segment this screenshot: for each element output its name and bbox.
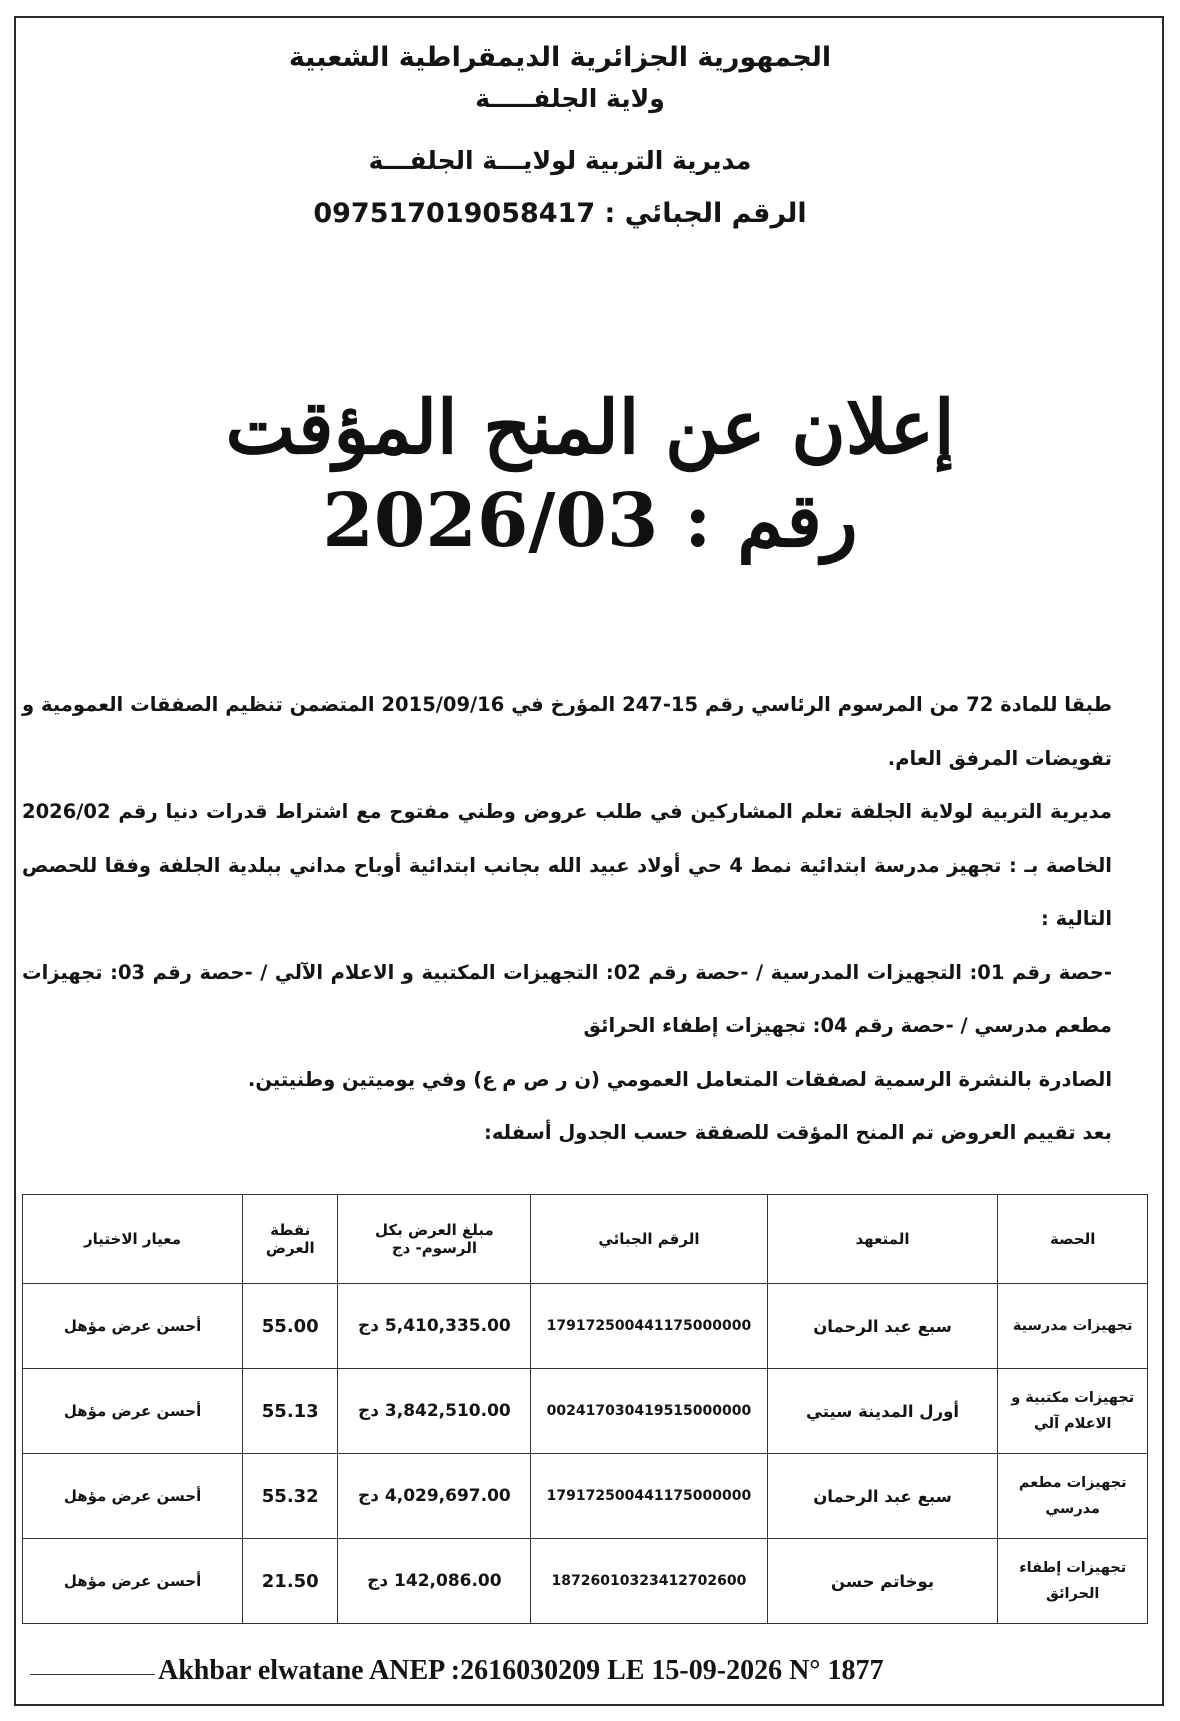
footer-rule bbox=[30, 1674, 155, 1675]
table-row bbox=[23, 1284, 1148, 1369]
cell-tax-id: 18726010323412702600 bbox=[531, 1539, 767, 1624]
cell-criterion: أحسن عرض مؤهل bbox=[23, 1284, 243, 1369]
tax-id-line bbox=[180, 198, 940, 229]
cell-company: سبع عبد الرحمان bbox=[767, 1284, 998, 1369]
cell-points: 21.50 bbox=[243, 1539, 338, 1624]
tax-id-value: 097517019058417 bbox=[313, 198, 596, 229]
header-tax-id: الرقم الجبائي bbox=[531, 1195, 767, 1284]
cell-tax-id: 179172500441175000000 bbox=[531, 1284, 767, 1369]
table-header-row bbox=[23, 1195, 1148, 1284]
cell-amount: 3,842,510.00 دج bbox=[338, 1369, 531, 1454]
evaluation-paragraph: بعد تقييم العروض تم المنح المؤقت للصفقة حسب الجدول أسفله: bbox=[484, 1121, 1112, 1144]
header-criterion: معيار الاختيار bbox=[23, 1195, 243, 1284]
table-row bbox=[23, 1369, 1148, 1454]
header-points: نقطة العرض bbox=[243, 1195, 338, 1284]
cell-lot: تجهيزات مكتبية و الاعلام آلي bbox=[998, 1369, 1148, 1454]
announcement-body bbox=[22, 678, 1112, 1160]
cell-amount: 5,410,335.00 دج bbox=[338, 1284, 531, 1369]
header-amount: مبلغ العرض بكل الرسوم- دج bbox=[338, 1195, 531, 1284]
republic-title: الجمهورية الجزائرية الديمقراطية الشعبية bbox=[288, 42, 832, 73]
announcement-number: رقم : 2026/03 bbox=[322, 478, 858, 564]
cell-points: 55.13 bbox=[243, 1369, 338, 1454]
cell-criterion: أحسن عرض مؤهل bbox=[23, 1539, 243, 1624]
cell-tax-id: 002417030419515000000 bbox=[531, 1369, 767, 1454]
tax-id-label: الرقم الجبائي : bbox=[604, 198, 807, 229]
lots-paragraph: -حصة رقم 01: التجهيزات المدرسية / -حصة رقم 02: التجهيزات المكتبية و الاعلام الآلي / -حصة رقم 03: تجهيزات مطعم مدرسي / -حصة رقم 04: تجهيزات إطفاء الحرائق bbox=[22, 960, 1112, 1037]
publication-paragraph: الصادرة بالنشرة الرسمية لصفقات المتعامل العمومي (ن ر ص م ع) وفي يوميتين وطنيتين. bbox=[247, 1067, 1112, 1091]
cell-points: 55.00 bbox=[243, 1284, 338, 1369]
cell-points: 55.32 bbox=[243, 1454, 338, 1539]
cell-lot: تجهيزات مدرسية bbox=[998, 1284, 1148, 1369]
announcement-title: إعلان عن المنح المؤقت bbox=[225, 385, 955, 471]
header-lot: الحصة bbox=[998, 1195, 1148, 1284]
cell-amount: 4,029,697.00 دج bbox=[338, 1454, 531, 1539]
publication-footer: Akhbar elwatane ANEP :2616030209 LE 15-09-2026 N° 1877 bbox=[158, 1655, 884, 1686]
cell-criterion: أحسن عرض مؤهل bbox=[23, 1369, 243, 1454]
cell-company: بوخاتم حسن bbox=[767, 1539, 998, 1624]
directorate-title: مديرية التربية لولايـــة الجلفـــة bbox=[368, 146, 752, 175]
cell-lot: تجهيزات مطعم مدرسي bbox=[998, 1454, 1148, 1539]
cell-company: سبع عبد الرحمان bbox=[767, 1454, 998, 1539]
cell-company: أورل المدينة سيتي bbox=[767, 1369, 998, 1454]
legal-basis-paragraph: طبقا للمادة 72 من المرسوم الرئاسي رقم 15-247 المؤرخ في 2015/09/16 المتضمن تنظيم الصفقات العمومية و تفويضات المرفق العام. bbox=[22, 693, 1112, 770]
wilaya-title: ولاية الجلفـــــة bbox=[475, 84, 665, 113]
cell-amount: 142,086.00 دج bbox=[338, 1539, 531, 1624]
table-row bbox=[23, 1454, 1148, 1539]
cell-tax-id: 179172500441175000000 bbox=[531, 1454, 767, 1539]
table-row bbox=[23, 1539, 1148, 1624]
cell-lot: تجهيزات إطفاء الحرائق bbox=[998, 1539, 1148, 1624]
header-company: المتعهد bbox=[767, 1195, 998, 1284]
tender-paragraph: مديرية التربية لولاية الجلفة تعلم المشاركين في طلب عروض وطني مفتوح مع اشتراط قدرات دنيا رقم 2026/02 الخاصة بـ : تجهيز مدرسة ابتدائية نمط 4 حي أولاد عبيد الله بجانب ابتدائية أوباح مداني ببلدية الجلفة وفقا للحصص التالية : bbox=[22, 800, 1112, 930]
award-table bbox=[22, 1194, 1148, 1624]
cell-criterion: أحسن عرض مؤهل bbox=[23, 1454, 243, 1539]
